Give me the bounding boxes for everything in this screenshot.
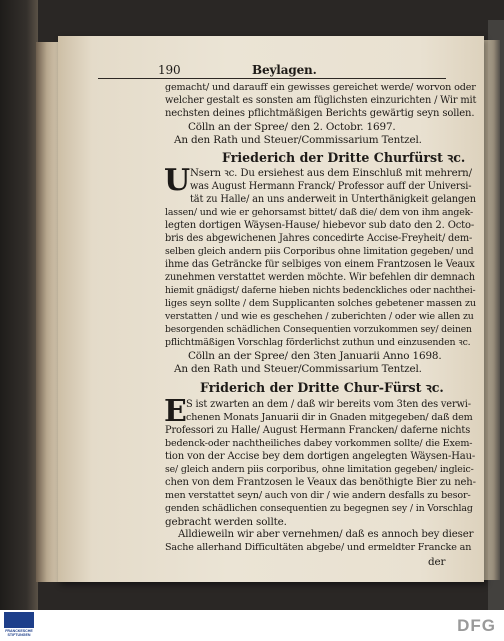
header-rule [98, 78, 446, 79]
text-line: gebracht werden sollte. [165, 516, 287, 528]
text-line: besorgenden schädlichen Consequentien vorzukommen sey/ deinen [165, 324, 472, 335]
text-line: Cölln an der Spree/ den 3ten Januarii Anno 1698. [188, 350, 442, 362]
text-line: Nsern ꝛc. Du ersiehest aus dem Einschluß mit mehrern/ [190, 168, 472, 179]
text-line: was August Hermann Franck/ Professor auff der Universi- [190, 181, 472, 192]
text-line: bris des abgewichenen Jahres concedirte Accise-Freyheit/ dem- [165, 233, 473, 244]
text-line: men verstattet seyn/ auch von dir / wie andern desfalls zu besor- [165, 490, 471, 501]
section-heading: Friderich der Dritte Chur-Fürst ꝛc. [200, 380, 444, 395]
scan-strip [488, 20, 504, 610]
viewer-footer [0, 610, 504, 641]
text-line: legten dortigen Wäysen-Hause/ hiebevor sub dato den 2. Octo- [165, 220, 475, 231]
text-line: ihme das Geträncke für selbiges von einem Frantzosen le Veaux [165, 259, 475, 270]
text-line: hiemit gnädigst/ daferne hieben nichts bedenckliches oder nachthei- [165, 285, 476, 296]
text-line: gemacht/ und darauff ein gewisses gereichet werde/ worvon oder [165, 82, 476, 93]
text-line: S ist zwarten an dem / daß wir bereits vom 3ten des verwi- [186, 399, 471, 410]
text-line: Cölln an der Spree/ den 2. Octobr. 1697. [188, 121, 396, 133]
text-line: bedenck-oder nachtheiliches dabey vorkommen sollte/ die Exem- [165, 438, 473, 449]
running-head: Beylagen. [252, 63, 317, 77]
text-line: chenen Monats Januarii dir in Gnaden mitgegeben/ daß dem [186, 412, 473, 423]
text-line: An den Rath und Steuer/Commissarium Tentzel. [174, 363, 422, 375]
text-line: An den Rath und Steuer/Commissarium Tentzel. [174, 134, 422, 146]
page-gutter [36, 42, 60, 582]
text-line: pflichtmäßigen Vorschlag förderlichst zuthun und einzusenden ꝛc. [165, 337, 471, 348]
text-line: tät zu Halle/ an uns anderweit in Unterthänigkeit gelangen [190, 194, 476, 205]
text-line: selben gleich andern piis Corporibus ohne limitation gegeben/ und [165, 246, 474, 257]
text-line: welcher gestalt es sonsten am füglichsten einzurichten / Wir mit [165, 95, 477, 106]
text-line: Professori zu Halle/ August Hermann Francken/ daferne nichts [165, 425, 471, 436]
text-line: Alldieweiln wir aber vernehmen/ daß es annoch bey dieser [178, 529, 474, 540]
text-line: nechsten deines pflichtmäßigen Berichts gewärtig seyn sollen. [165, 108, 475, 119]
logo-text: FRANCKESCHE STIFTUNGEN [5, 629, 33, 637]
text-line: chen von dem Frantzosen le Veaux das benöthigte Bier zu neh- [165, 477, 476, 488]
text-line: zunehmen verstattet werden möchte. Wir befehlen dir demnach [165, 272, 475, 283]
text-line: se/ gleich andern piis corporibus, ohne limitation gegeben/ ingleic- [165, 464, 474, 475]
text-line: tion von der Accise bey dem dortigen angelegten Wäysen-Hau- [165, 451, 476, 462]
logo-mark-icon [4, 612, 34, 628]
drop-initial: E [164, 394, 187, 429]
text-line: Sache allerhand Difficultäten abgebe/ und ermeldter Francke an [165, 542, 472, 553]
page-number: 190 [158, 63, 181, 77]
section-heading: Friederich der Dritte Churfürst ꝛc. [222, 150, 466, 165]
text-line: verstatten / und wie es geschehen / zuberichten / oder wie allen zu [165, 311, 474, 322]
text-line: genden schädlichen consequentien zu begegnen sey / in Vorschlag [165, 503, 473, 514]
text-line: lassen/ und wie er gehorsamst bittet/ daß die/ dem von ihm angek- [165, 207, 474, 218]
catchword: der [428, 556, 446, 568]
dfg-logo[interactable]: DFG [457, 616, 496, 635]
text-line: liges seyn sollte / dem Supplicanten solches gebetener massen zu [165, 298, 476, 309]
drop-initial: U [164, 163, 191, 198]
book-binding [0, 0, 38, 610]
franckesche-stiftungen-logo[interactable] [4, 612, 34, 639]
